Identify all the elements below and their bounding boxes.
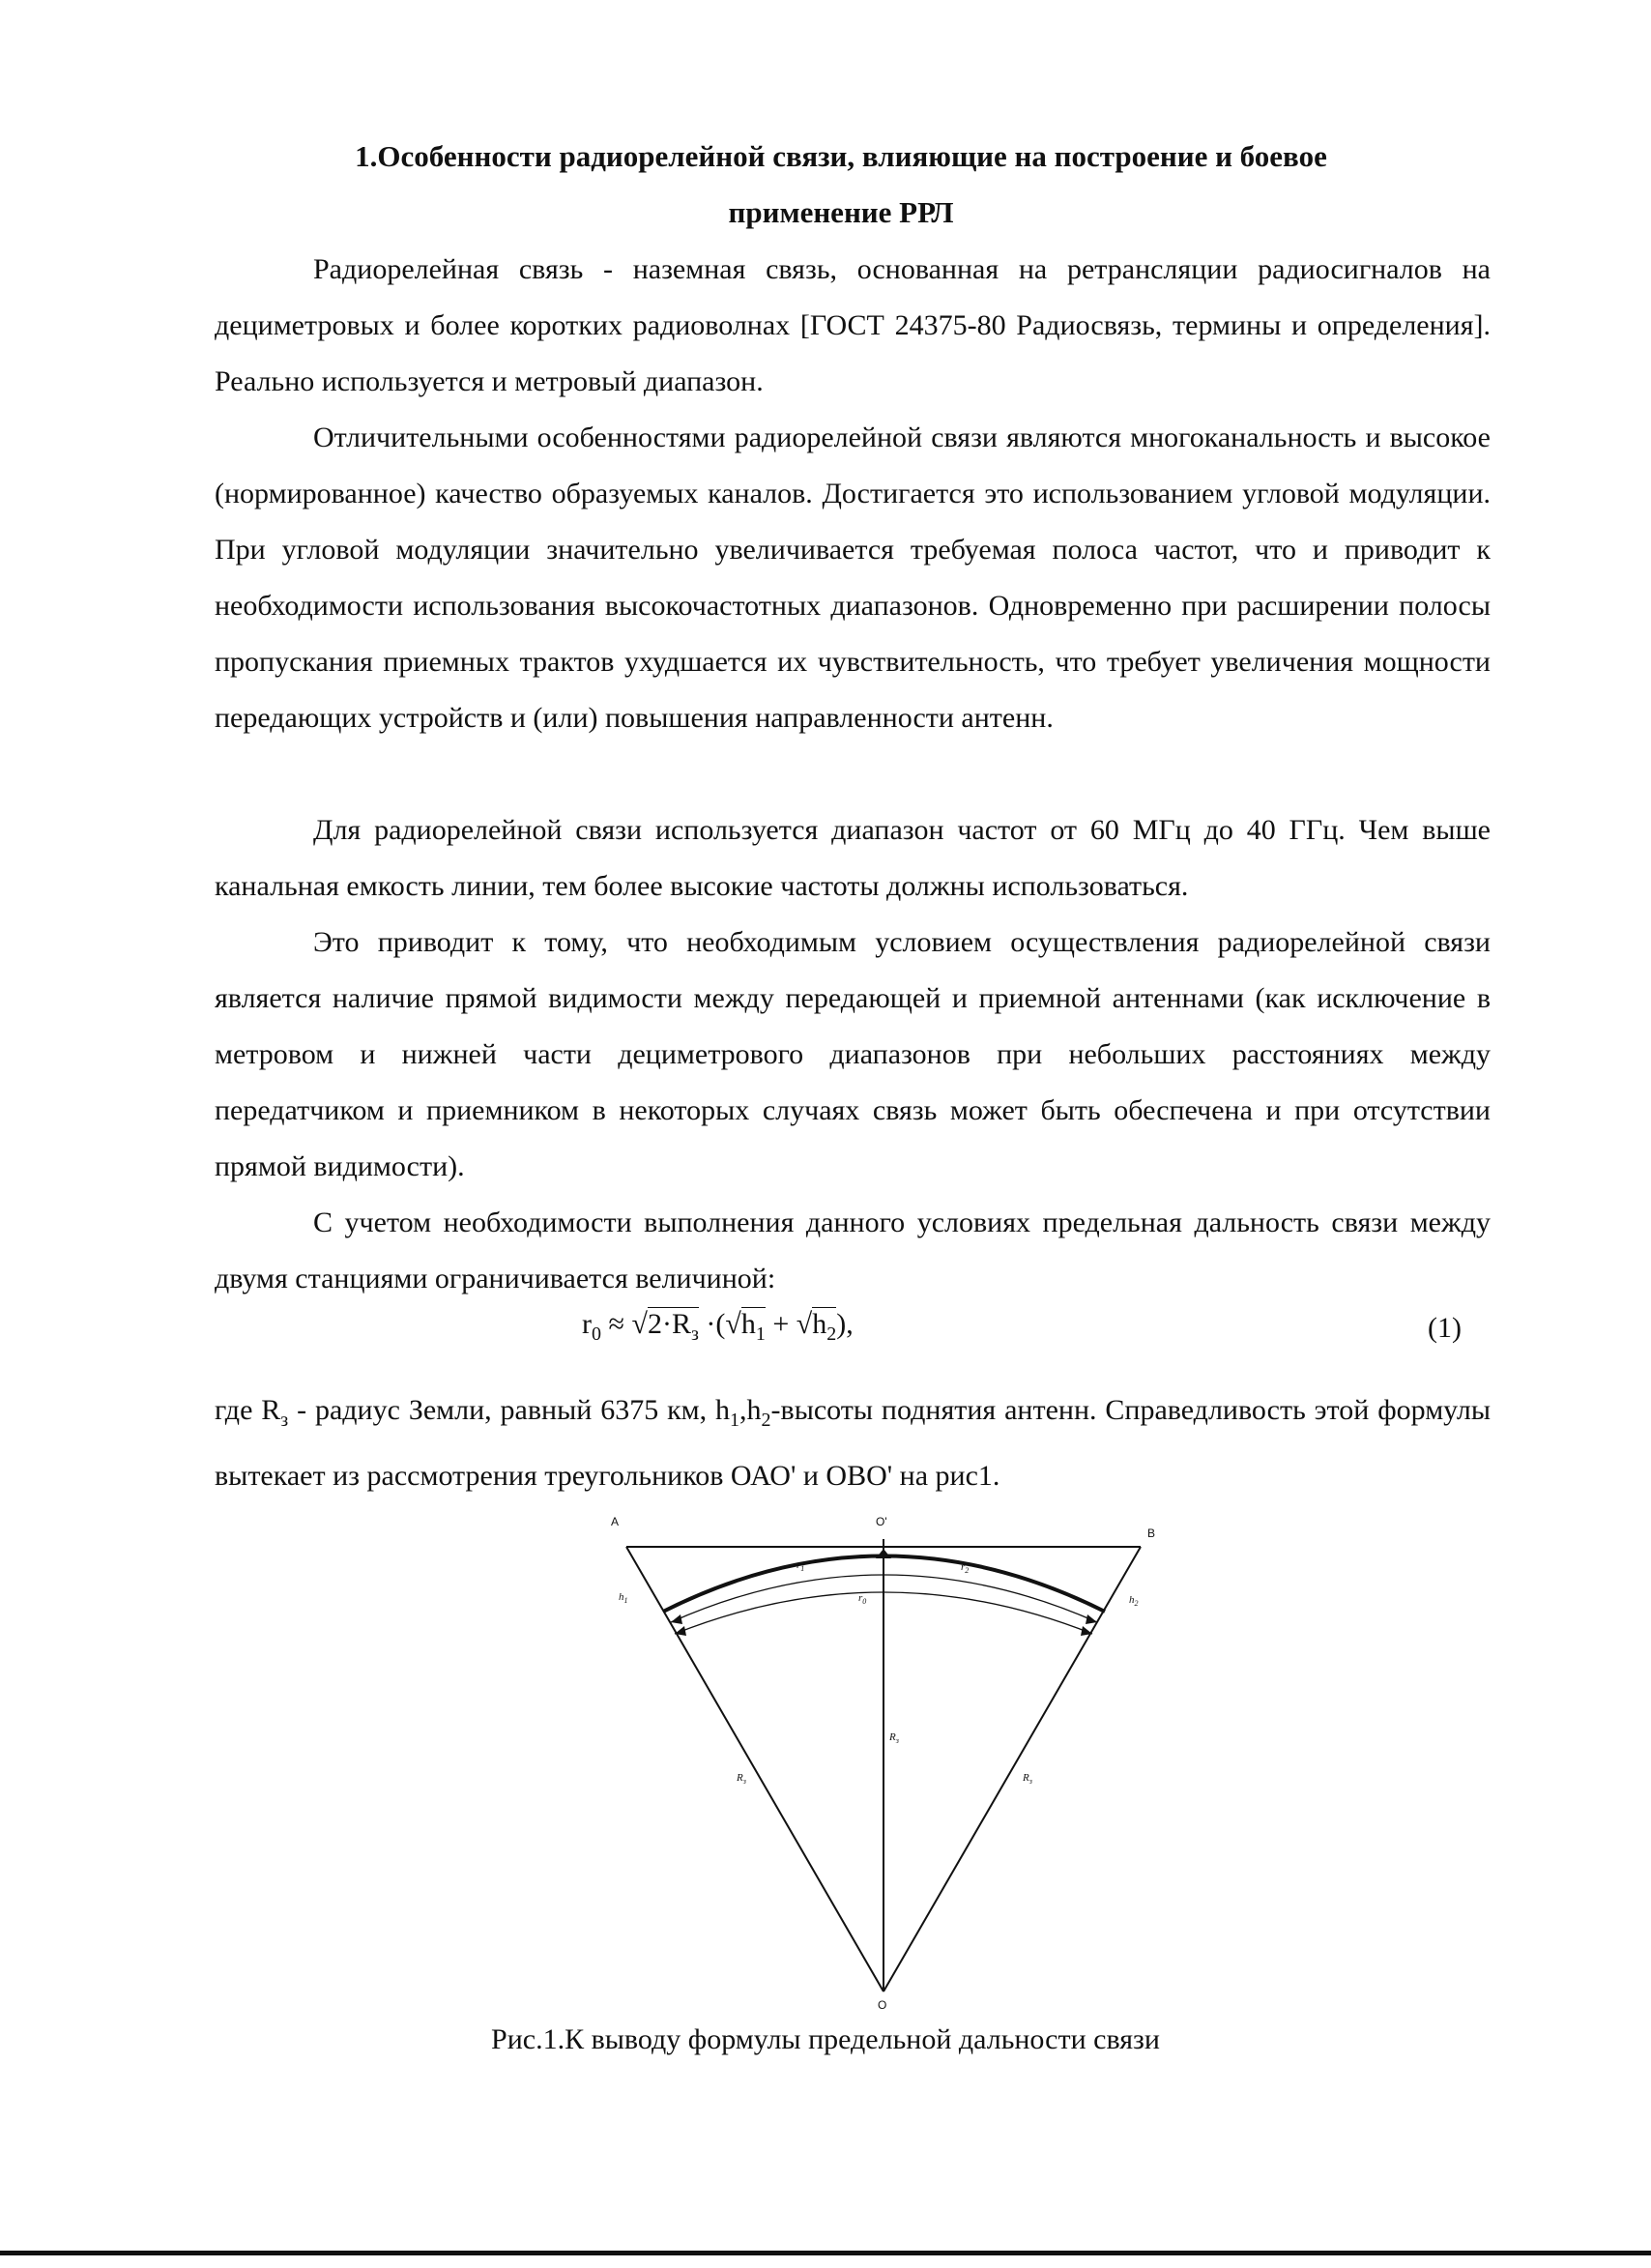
label-R-right: $R_з$ xyxy=(1023,1772,1032,1786)
heading-line-1: 1.Особенности радиорелейной связи, влияющие на построение и боевое xyxy=(355,139,1327,173)
formula-1 xyxy=(215,1298,1491,1366)
formula-explanation: где $R_з$ - радиус Земли, равный 6375 км, $h_1,h_2$-высоты поднятия антенн. Справедливость этой формулы вытекает из рассмотрения треугольников ОАО' и ОВО' на рис1. xyxy=(215,1394,1491,1492)
label-h1: $h_1$ xyxy=(619,1591,628,1605)
label-O-prime: O' xyxy=(876,1515,887,1528)
label-R-center: $R_з$ xyxy=(889,1731,899,1745)
section-heading xyxy=(213,129,1469,241)
label-R-left: $R_з$ xyxy=(737,1772,746,1786)
paragraph-1: Радиорелейная связь - наземная связь, основанная на ретрансляции радиосигналов на дециметровых и более коротких радиоволнах [ГОСТ 24375-80 Радиосвязь, термины и определения]. Реально используется и метровый диапазон. xyxy=(215,253,1491,397)
figure-diagram xyxy=(599,1508,1160,2011)
paragraph-4: Это приводит к тому, что необходимым условием осуществления радиорелейной связи является наличие прямой видимости между передающей и приемной антеннами (как исключение в метровом и нижней части дециметрового диапазонов при небольших расстояниях между передатчиком и приемником в некоторых случаях связь может быть обеспечена и при отсутствии прямой видимости). xyxy=(215,926,1491,1182)
figure-caption: Рис.1.К выводу формулы предельной дальности связи xyxy=(491,2023,1160,2055)
label-h2: $h_2$ xyxy=(1129,1594,1139,1608)
paragraph-3: Для радиорелейной связи используется диапазон частот от 60 МГц до 40 ГГц. Чем выше канальная емкость линии, тем более высокие частоты должны использоваться. xyxy=(215,814,1491,902)
label-A: A xyxy=(611,1515,620,1528)
arrow-right-upper xyxy=(1086,1614,1097,1624)
heading-line-2: применение РРЛ xyxy=(728,195,954,229)
side-line-left xyxy=(626,1547,883,1992)
label-r2: $r_2$ xyxy=(961,1561,970,1575)
page-bottom-rule xyxy=(0,2251,1651,2255)
label-O: O xyxy=(878,1998,887,2011)
sqrt-radicand: $2\cdot R_з$ xyxy=(647,1308,699,1345)
paragraph-5: С учетом необходимости выполнения данного условиях предельная дальность связи между двумя станциями ограничивается величиной: xyxy=(215,1207,1491,1294)
label-B: B xyxy=(1147,1527,1156,1540)
side-line-right xyxy=(883,1547,1141,1992)
formula-expression: $r_0 \approx √2\cdot R_з \cdot(√h_1 + √h_2)$, xyxy=(582,1308,854,1345)
paragraph-2: Отличительными особенностями радиорелейной связи являются многоканальность и высокое (нормированное) качество образуемых каналов. Достигается это использованием угловой модуляции. При угловой модуляции значительно увеличивается требуемая полоса частот, что и приводит к необходимости использования высокочастотных диапазонов. Одновременно при расширении полосы пропускания приемных трактов ухудшается их чувствительность, что требует увеличения мощности передающих устройств и (или) повышения направленности антенн. xyxy=(215,422,1491,734)
label-r1: $r_1$ xyxy=(797,1559,805,1573)
arrow-center-upper xyxy=(876,1549,891,1558)
arrow-left-upper xyxy=(671,1614,682,1624)
formula-number: (1) xyxy=(1428,1312,1462,1344)
label-r0: $r_0$ xyxy=(858,1592,867,1606)
